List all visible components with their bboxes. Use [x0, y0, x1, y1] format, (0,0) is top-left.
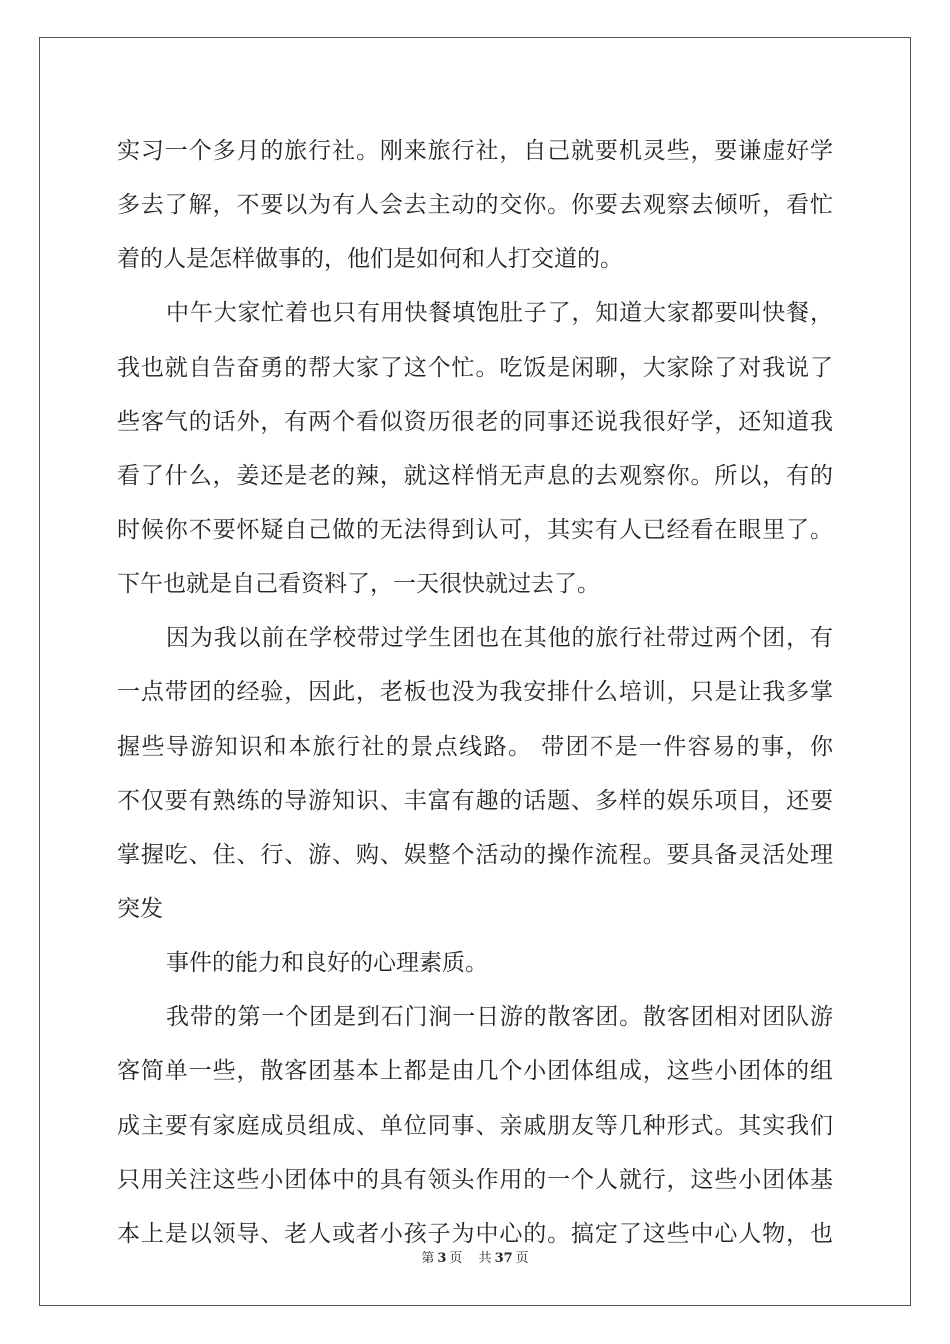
total-prefix: 共	[478, 1251, 492, 1266]
text-line: 握些导游知识和本旅行社的景点线路。 带团不是一件容易的事，你	[117, 733, 833, 760]
page-number: 3	[437, 1251, 447, 1266]
text-line: 突发	[117, 895, 163, 922]
text-line: 些客气的话外，有两个看似资历很老的同事还说我很好学，还知道我	[117, 408, 833, 435]
total-pages: 37	[494, 1251, 513, 1266]
text-line: 掌握吃、住、行、游、购、娱整个活动的操作流程。要具备灵活处理	[117, 841, 833, 868]
text-line: 不仅要有熟练的导游知识、丰富有趣的话题、多样的娱乐项目，还要	[117, 787, 833, 814]
document-body	[117, 124, 833, 1261]
text-line: 一点带团的经验，因此，老板也没为我安排什么培训，只是让我多掌	[117, 679, 833, 706]
page-prefix: 第	[421, 1251, 435, 1266]
text-line: 着的人是怎样做事的，他们是如何和人打交道的。	[117, 246, 623, 273]
total-suffix: 页	[515, 1251, 529, 1266]
text-line: 因为我以前在学校带过学生团也在其他的旅行社带过两个团，有	[166, 625, 833, 652]
text-line: 实习一个多月的旅行社。刚来旅行社，自己就要机灵些，要谦虚好学	[117, 138, 833, 164]
text-line: 客简单一些，散客团基本上都是由几个小团体组成，这些小团体的组	[117, 1058, 833, 1085]
text-line: 我带的第一个团是到石门涧一日游的散客团。散客团相对团队游	[166, 1004, 833, 1031]
total-indicator	[476, 1251, 532, 1266]
text-line: 成主要有家庭成员组成、单位同事、亲戚朋友等几种形式。其实我们	[117, 1112, 833, 1139]
text-line: 只用关注这些小团体中的具有领头作用的一个人就行，这些小团体基	[117, 1166, 833, 1193]
text-line: 本上是以领导、老人或者小孩子为中心的。搞定了这些中心人物，也	[117, 1220, 833, 1247]
text-line: 我也就自告奋勇的帮大家了这个忙。吃饭是闲聊，大家除了对我说了	[117, 354, 833, 381]
text-line: 多去了解，不要以为有人会去主动的交你。你要去观察去倾听，看忙	[117, 192, 833, 219]
text-line: 中午大家忙着也只有用快餐填饱肚子了，知道大家都要叫快餐，	[166, 300, 833, 327]
text-line: 看了什么，姜还是老的辣，就这样悄无声息的去观察你。所以，有的	[117, 462, 833, 489]
page-suffix: 页	[449, 1251, 463, 1266]
text-line: 时候你不要怀疑自己做的无法得到认可，其实有人已经看在眼里了。	[117, 516, 833, 543]
text-line: 下午也就是自己看资料了，一天很快就过去了。	[117, 571, 600, 598]
page-footer	[0, 1247, 950, 1266]
text-line: 事件的能力和良好的心理素质。	[166, 950, 488, 977]
page-indicator	[418, 1251, 465, 1266]
